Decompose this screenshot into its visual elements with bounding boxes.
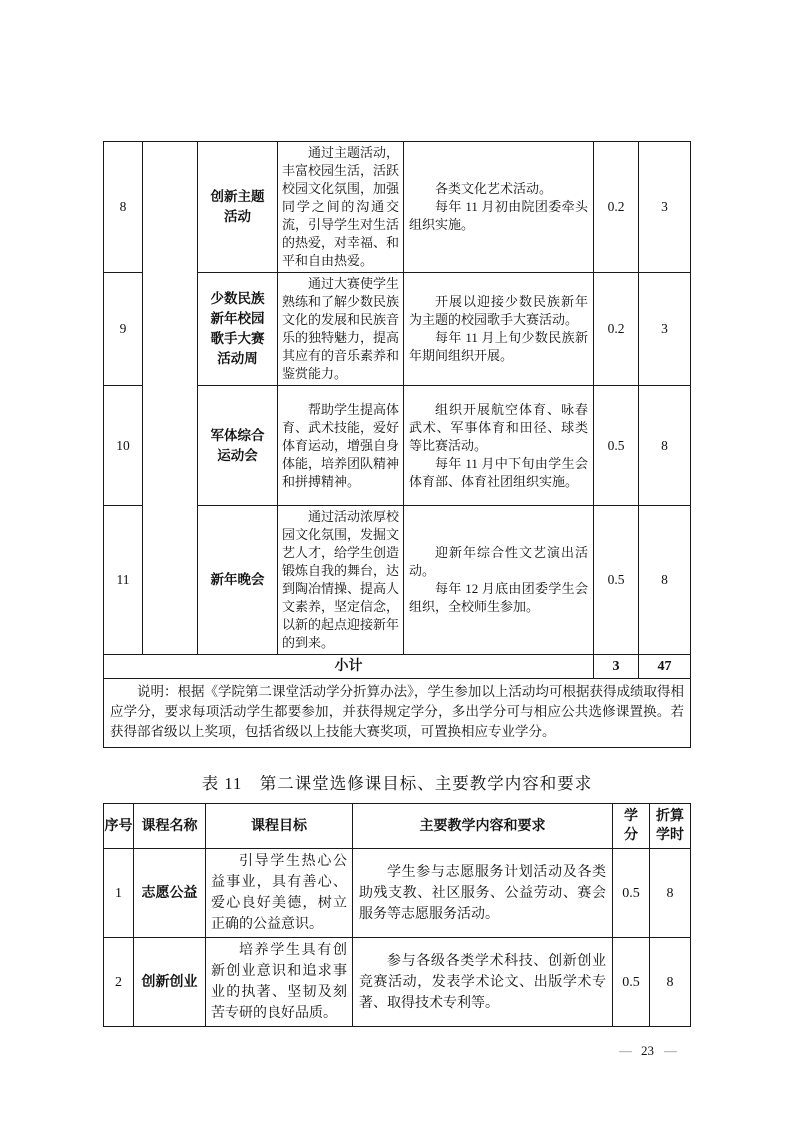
credit-cell: 0.2	[594, 273, 639, 386]
header-hours: 折算学时	[650, 804, 691, 849]
activity-name-cell: 新年晚会	[198, 506, 278, 655]
page-number: 23	[641, 1043, 654, 1058]
subtotal-row	[104, 655, 691, 679]
elective-courses-table	[103, 803, 691, 1027]
hours-cell: 8	[639, 386, 691, 506]
course-goal-cell	[206, 849, 353, 938]
activity-content-cell	[404, 386, 594, 506]
goal-text: 引导学生热心公益事业，具有善心、爱心良好美德，树立正确的公益意识。	[211, 854, 347, 932]
course-content-cell	[353, 849, 613, 938]
footer-right-dash: —	[664, 1043, 676, 1058]
row-number-cell: 2	[104, 938, 134, 1027]
content-paragraph: 学生参与志愿服务计划活动及各类助残支教、社区服务、公益劳动、赛会服务等志愿服务活动。	[359, 864, 606, 922]
activity-name-cell: 创新主题活动	[198, 142, 278, 273]
content-paragraph: 每年 11 月初由院团委牵头组织实施。	[409, 199, 588, 232]
footer-left-dash: —	[619, 1043, 631, 1058]
subtotal-credit-cell: 3	[594, 655, 639, 679]
course-goal-cell	[206, 938, 353, 1027]
credit-cell: 0.5	[594, 386, 639, 506]
activity-content-cell	[404, 273, 594, 386]
row-number-cell: 9	[104, 273, 143, 386]
goal-text: 帮助学生提高体育、武术技能，爱好体育运动，增强自身体能，培养团队精神和拼搏精神。	[282, 401, 400, 489]
table2-title: 表 11 第二课堂选修课目标、主要教学内容和要求	[201, 774, 593, 793]
content-paragraph: 开展以迎接少数民族新年为主题的校园歌手大赛活动。	[409, 294, 588, 327]
goal-text: 通过主题活动，丰富校园生活，活跃校园文化氛围，加强同学之间的沟通交流，引导学生对生活的热爱，对幸福、和平和自由热爱。	[282, 145, 400, 268]
content-paragraph: 每年 12 月底由团委学生会组织，全校师生参加。	[409, 581, 588, 614]
credit-cell: 0.2	[594, 142, 639, 273]
document-content	[103, 141, 691, 1027]
note-text: 说明：根据《学院第二课堂活动学分折算办法》，学生参加以上活动均可根据获得成绩取得相应学分，要求每项活动学生都要参加，并获得规定学分，多出学分可与相应公共选修课置换。若获得部省级以上奖项，包括省级以上技能大赛奖项，可置换相应专业学分。	[110, 684, 684, 739]
row-number-cell: 1	[104, 849, 134, 938]
activity-goal-cell	[278, 273, 404, 386]
course-content-cell	[353, 938, 613, 1027]
activity-content-cell	[404, 506, 594, 655]
table-row	[104, 849, 691, 938]
activity-content-cell	[404, 142, 594, 273]
row-number-cell: 11	[104, 506, 143, 655]
content-paragraph: 组织开展航空体育、咏春武术、军事体育和田径、球类等比赛活动。	[409, 401, 588, 453]
header-no: 序号	[104, 804, 134, 849]
page-number-footer	[600, 1043, 695, 1059]
hours-cell: 3	[639, 142, 691, 273]
activity-goal-cell	[278, 386, 404, 506]
note-row	[104, 679, 691, 748]
credit-cell: 0.5	[613, 849, 650, 938]
table-row	[104, 938, 691, 1027]
activity-name-cell: 少数民族新年校园歌手大赛活动周	[198, 273, 278, 386]
hours-cell: 8	[650, 849, 691, 938]
activity-goal-cell	[278, 142, 404, 273]
goal-text: 通过活动浓厚校园文化氛围，发掘文艺人才，给学生创造锻炼自我的舞台，达到陶冶情操、提高人文素养，坚定信念，以新的起点迎接新年的到来。	[282, 509, 400, 650]
header-course-goal: 课程目标	[206, 804, 353, 849]
activity-name-cell: 军体综合运动会	[198, 386, 278, 506]
credit-cell: 0.5	[594, 506, 639, 655]
content-paragraph: 每年 11 月上旬少数民族新年期间组织开展。	[409, 330, 588, 363]
hours-cell: 8	[650, 938, 691, 1027]
course-name-cell: 创新创业	[134, 938, 206, 1027]
category-cell-empty	[143, 142, 198, 655]
row-number-cell: 8	[104, 142, 143, 273]
goal-text: 通过大赛使学生熟练和了解少数民族文化的发展和民族音乐的独特魅力，提高其应有的音乐素养和鉴赏能力。	[282, 276, 400, 381]
table-header-row	[104, 804, 691, 849]
header-course-name: 课程名称	[134, 804, 206, 849]
course-name-cell: 志愿公益	[134, 849, 206, 938]
content-paragraph: 各类文化艺术活动。	[435, 181, 553, 196]
row-number-cell: 10	[104, 386, 143, 506]
hours-cell: 3	[639, 273, 691, 386]
activities-table	[103, 141, 691, 748]
header-content: 主要教学内容和要求	[353, 804, 613, 849]
credit-cell: 0.5	[613, 938, 650, 1027]
note-cell	[104, 679, 691, 748]
activity-goal-cell	[278, 506, 404, 655]
table-row	[104, 142, 691, 273]
content-paragraph: 参与各级各类学术科技、创新创业竞赛活动，发表学术论文、出版学术专著、取得技术专利等。	[359, 953, 606, 1011]
goal-text: 培养学生具有创新创业意识和追求事业的执著、坚韧及刻苦专研的良好品质。	[211, 943, 347, 1021]
content-paragraph: 每年 11 月中下旬由学生会体育部、体育社团组织实施。	[409, 455, 588, 489]
hours-cell: 8	[639, 506, 691, 655]
content-paragraph: 迎新年综合性文艺演出活动。	[409, 545, 588, 578]
header-credit: 学分	[613, 804, 650, 849]
subtotal-hours-cell: 47	[639, 655, 691, 679]
subtotal-label-cell: 小计	[104, 655, 594, 679]
